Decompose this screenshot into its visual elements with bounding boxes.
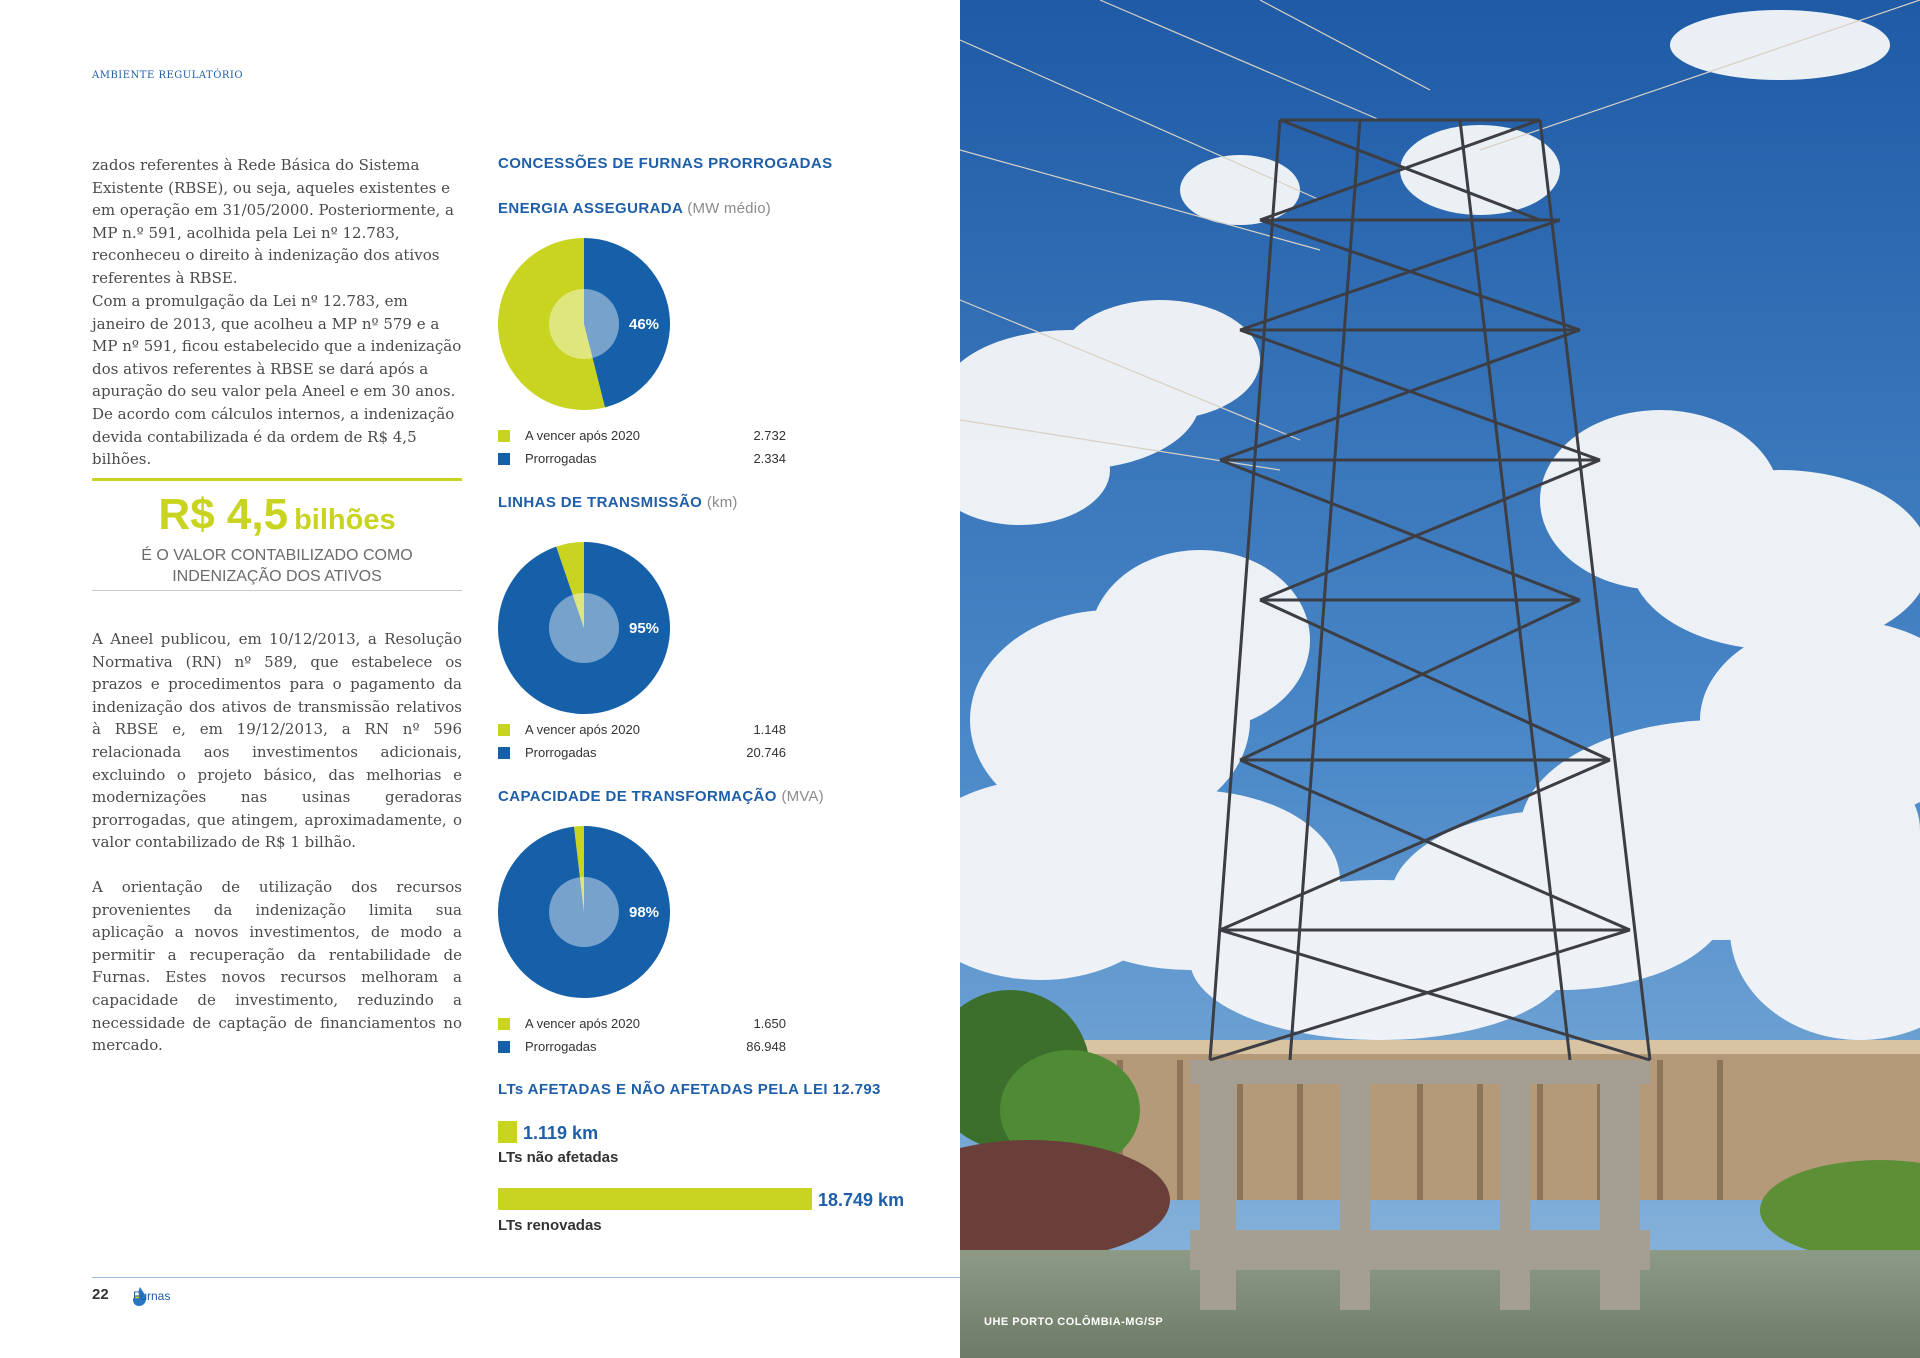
donut-chart-3: [498, 826, 670, 998]
legend-value: 1.650: [753, 1016, 786, 1031]
legend-swatch-blue: [498, 747, 510, 759]
lt-bar-renovadas: [498, 1188, 812, 1210]
body-paragraph-2: Com a promulgação da Lei nº 12.783, em janeiro de 2013, que acolheu a MP nº 579 e a MP nº 591, ficou estabelecido que a indenização dos ativos referentes à RBSE se dará após a apuração do seu valor pela Aneel e em 30 anos. De acordo com cálculos internos, a indenização devida contabilizada é da ordem de R$ 4,5 bilhões.: [92, 292, 462, 469]
chart-1-title: [498, 200, 771, 217]
donut-chart-1: [498, 238, 670, 410]
legend-chart-2: [498, 718, 786, 764]
legend-label: Prorrogadas: [525, 745, 597, 760]
donut-1-center-label: 46%: [628, 316, 660, 333]
callout-bottom-rule: [92, 590, 462, 591]
lt-value-renovadas: 18.749 km: [818, 1190, 905, 1210]
legend-label: Prorrogadas: [525, 1039, 597, 1054]
callout-amount-value: R$ 4,5: [158, 490, 289, 539]
legend-value: 86.948: [746, 1039, 786, 1054]
lt-value-nao-afetadas: 1.119 km: [523, 1123, 599, 1143]
legend-value: 20.746: [746, 745, 786, 760]
callout-top-rule: [92, 478, 462, 481]
legend-row: [498, 447, 786, 470]
callout: [92, 492, 462, 587]
donut-2-center-label: 95%: [628, 620, 660, 637]
chart-1-title-text: ENERGIA ASSEGURADA: [498, 200, 683, 217]
body-paragraph-4: A orientação de utilização dos recursos provenientes da indenização limita sua aplicação a novos investimentos, de modo a permitir a recuperação da rentabilidade de Furnas. Estes novos recursos melhoram a capacidade de investimento, reduzindo a necessidade de captação de financiamentos no mercado.: [92, 878, 462, 1055]
legend-label: A vencer após 2020: [525, 1016, 640, 1031]
donut-3-hole: [549, 877, 619, 947]
legend-swatch-lime: [498, 1018, 510, 1030]
legend-swatch-blue: [498, 1041, 510, 1053]
footer-rule: [92, 1277, 960, 1278]
chart-3-title: [498, 788, 824, 805]
legend-row: [498, 424, 786, 447]
donut-2-hole: [549, 593, 619, 663]
lt-chart-title: LTs AFETADAS E NÃO AFETADAS PELA LEI 12.793: [498, 1081, 881, 1098]
legend-label: A vencer após 2020: [525, 428, 640, 443]
legend-row: [498, 1035, 786, 1058]
lt-label-nao-afetadas: LTs não afetadas: [498, 1149, 619, 1166]
legend-value: 1.148: [753, 722, 786, 737]
transmission-tower-photo: [960, 0, 1920, 1358]
body-paragraph-3: A Aneel publicou, em 10/12/2013, a Resolução Normativa (RN) nº 589, que estabelece os prazos e procedimentos para o pagamento da indenização dos ativos de transmissão relativos à RBSE e, em 19/12/2013, a RN nº 596 relacionada aos investimentos adicionais, excluindo o projeto básico, das melhorias e modernizações nas usinas geradoras prorrogadas, que atingem, aproximadamente, o valor contabilizado de R$ 1 bilhão.: [92, 630, 462, 852]
legend-swatch-lime: [498, 724, 510, 736]
page-number: 22: [92, 1286, 109, 1303]
legend-swatch-lime: [498, 430, 510, 442]
donut-3-center-label: 98%: [628, 904, 660, 921]
legend-label: A vencer após 2020: [525, 722, 640, 737]
donut-chart-2: [498, 542, 670, 714]
legend-chart-3: [498, 1012, 786, 1058]
photo-caption: UHE PORTO COLÔMBIA-MG/SP: [984, 1316, 1164, 1328]
chart-3-title-text: CAPACIDADE DE TRANSFORMAÇÃO: [498, 788, 777, 805]
legend-value: 2.732: [753, 428, 786, 443]
logo-text: Furnas: [133, 1289, 171, 1303]
callout-amount: [92, 492, 462, 543]
legend-row: [498, 1012, 786, 1035]
lt-bar-nao-afetadas: [498, 1121, 517, 1143]
photo: [960, 0, 1920, 1358]
lt-label-renovadas: LTs renovadas: [498, 1217, 602, 1234]
chart-2-unit: (km): [706, 494, 738, 511]
legend-value: 2.334: [753, 451, 786, 466]
legend-chart-1: [498, 424, 786, 470]
callout-amount-unit: bilhões: [294, 504, 396, 536]
callout-caption: É O VALOR CONTABILIZADO COMO INDENIZAÇÃO DOS ATIVOS: [141, 547, 413, 585]
donut-1-hole: [549, 289, 619, 359]
chart-3-unit: (MVA): [781, 788, 824, 805]
legend-swatch-blue: [498, 453, 510, 465]
chart-1-unit: (MW médio): [687, 200, 771, 217]
legend-row: [498, 718, 786, 741]
chart-2-title: [498, 494, 738, 511]
section-title: CONCESSÕES DE FURNAS PRORROGADAS: [498, 155, 833, 172]
chart-2-title-text: LINHAS DE TRANSMISSÃO: [498, 494, 703, 511]
section-label: AMBIENTE REGULATÓRIO: [92, 70, 244, 81]
legend-label: Prorrogadas: [525, 451, 597, 466]
body-paragraph-1: zados referentes à Rede Básica do Sistema Existente (RBSE), ou seja, aqueles existentes e em operação em 31/05/2000. Posteriormente, a MP n.º 591, acolhida pela Lei nº 12.783, reconheceu o direito à indenização dos ativos referentes à RBSE.: [92, 156, 454, 287]
legend-row: [498, 741, 786, 764]
